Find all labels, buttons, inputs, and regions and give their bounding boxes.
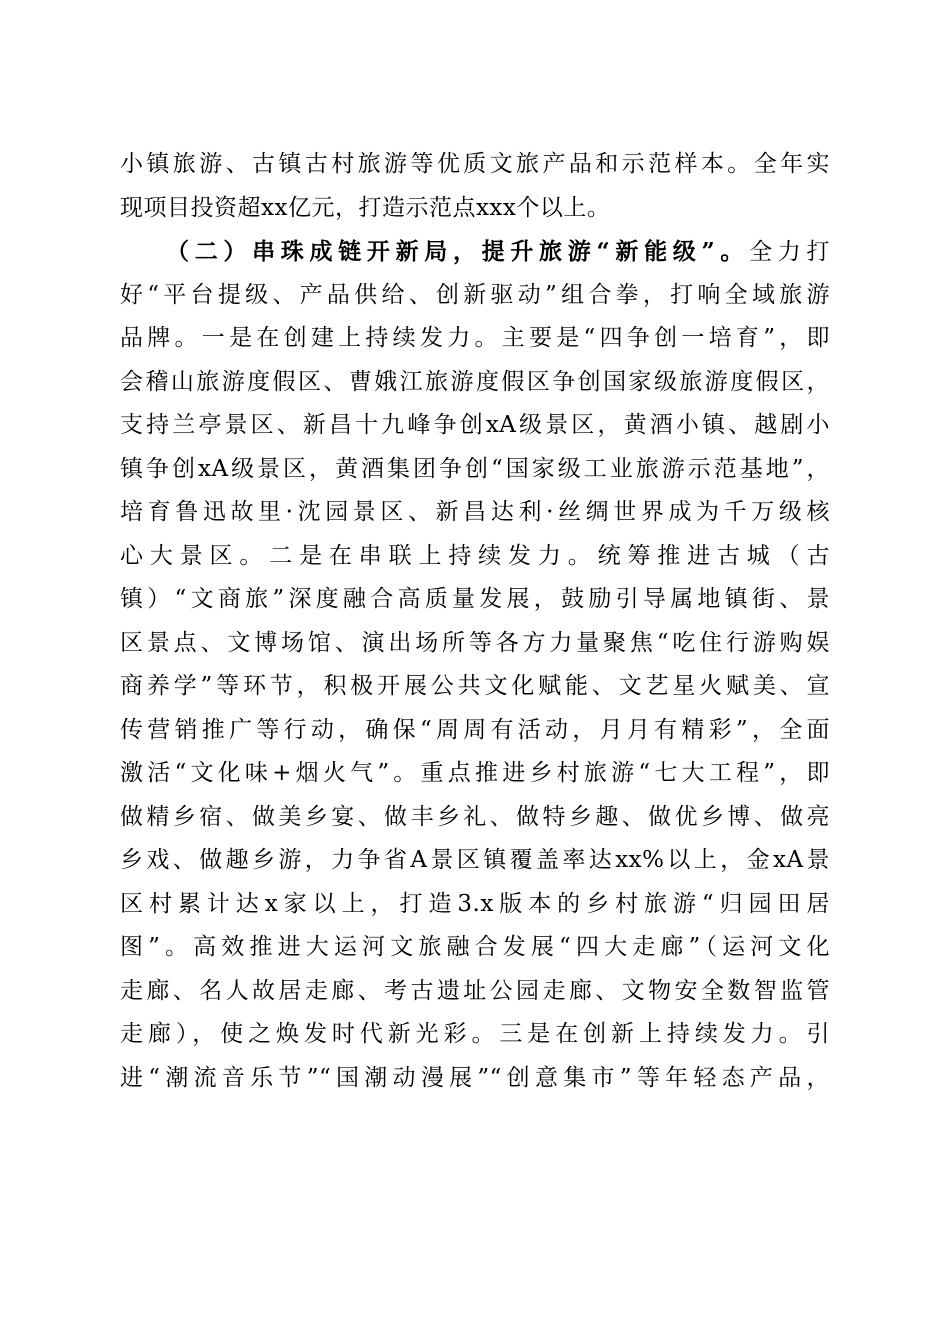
text-line-18: 区村累计达x家以上，打造3.x版本的乡村旅游“归园田居 [120,890,830,917]
text-line-4: 好“平台提级、产品供给、创新驱动”组合拳，打响全域旅游 [120,281,830,308]
section-heading-continuation: 全力打 [749,239,831,265]
text-line-15: 激活“文化味+烟火气”。重点推进乡村旅游“七大工程”，即 [120,760,830,786]
text-line-17: 乡戏、做趣乡游，力争省A景区镇覆盖率达xx%以上，金xA景 [120,847,830,873]
text-line-9: 培育鲁迅故里·沈园景区、新昌达利·丝绸世界成为千万级核 [120,499,830,525]
text-line-14: 传营销推广等行动，确保“周周有活动，月月有精彩”，全面 [120,716,830,743]
text-line-11: 镇）“文商旅”深度融合高质量发展，鼓励引导属地镇街、景 [120,586,830,612]
text-line-21: 走廊），使之焕发时代新光彩。三是在创新上持续发力。引 [120,1021,830,1047]
section-heading: （二）串珠成链开新局，提升旅游“新能级”。 [166,238,750,265]
text-line-7: 支持兰亭景区、新昌十九峰争创xA级景区，黄酒小镇、越剧小 [120,412,830,438]
text-line-8: 镇争创xA级景区，黄酒集团争创“国家级工业旅游示范基地”， [120,455,830,482]
text-line-12: 区景点、文博场馆、演出场所等各方力量聚焦“吃住行游购娱 [120,629,830,656]
text-line-13: 商养学”等环节，积极开展公共文化赋能、文艺星火赋美、宣 [120,673,830,699]
text-line-5: 品牌。一是在创建上持续发力。主要是“四争创一培育”，即 [120,325,830,351]
text-line-20: 走廊、名人故居走廊、考古遗址公园走廊、文物安全数智监管 [120,977,830,1004]
text-line-6: 会稽山旅游度假区、曹娥江旅游度假区争创国家级旅游度假区， [120,368,830,395]
text-line-16: 做精乡宿、做美乡宴、做丰乡礼、做特乡趣、做优乡博、做亮 [120,803,830,830]
text-line-1: 小镇旅游、古镇古村旅游等优质文旅产品和示范样本。全年实 [120,151,830,177]
section-heading-line [120,230,830,274]
text-line-2: 现项目投资超xx亿元，打造示范点xxx个以上。 [120,194,611,221]
body-text [120,143,830,1100]
text-line-19: 图”。高效推进大运河文旅融合发展“四大走廊”（运河文化 [120,934,830,960]
text-line-10: 心大景区。二是在串联上持续发力。统筹推进古城（古 [120,542,830,569]
text-line-22: 进“潮流音乐节”“国潮动漫展”“创意集市”等年轻态产品， [120,1064,830,1091]
